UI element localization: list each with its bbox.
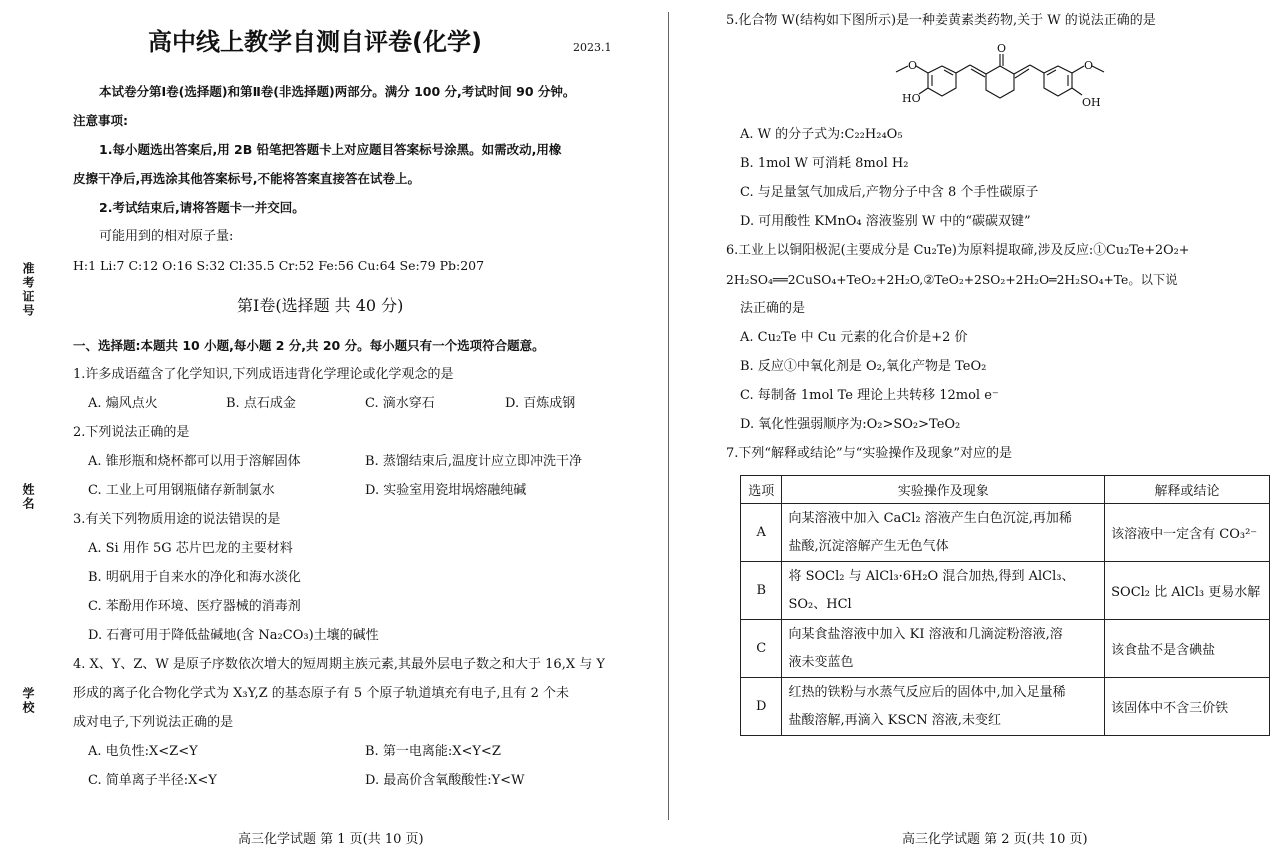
section-instruction: 一、选择题:本题共 10 小题,每小题 2 分,共 20 分。每小题只有一个选项符合题意。 (73, 338, 545, 353)
q6-stem-b: 2H₂SO₄══2CuSO₄+TeO₂+2H₂O,②TeO₂+2SO₂+2H₂O═2H₂SO₄+Te。以下说 (726, 273, 1178, 287)
q5-option-d: D. 可用酸性 KMnO₄ 溶液鉴别 W 中的“碳碳双键” (740, 214, 1031, 229)
row-experiment-line-2: SO₂、HCl (788, 596, 852, 612)
molecule-structure-w (892, 40, 1122, 112)
q6-option-a: A. Cu₂Te 中 Cu 元素的化合价是+2 价 (740, 330, 968, 345)
row-experiment (782, 504, 1105, 562)
side-label-exam-number: 准考证号 (21, 262, 35, 318)
notes-heading: 注意事项: (73, 113, 128, 128)
q1-option-c: C. 滴水穿石 (365, 396, 435, 411)
row-experiment (782, 562, 1105, 620)
row-experiment (782, 678, 1105, 736)
q4-stem-a: 4. X、Y、Z、W 是原子序数依次增大的短周期主族元素,其最外层电子数之和大于 16,X 与 Y (73, 657, 605, 672)
exam-date: 2023.1 (573, 41, 612, 54)
q1-option-d: D. 百炼成钢 (505, 396, 576, 411)
molecule-methoxy-left-label: O (908, 59, 918, 72)
row-experiment-line-2: 液未变蓝色 (788, 654, 854, 670)
table-row (741, 620, 1270, 678)
row-option: C (741, 620, 782, 678)
row-experiment-line-2: 盐酸溶解,再滴入 KSCN 溶液,未变红 (788, 712, 1001, 728)
q2-option-d: D. 实验室用瓷坩埚熔融纯碱 (365, 483, 527, 498)
footer-left: 高三化学试题 第 1 页(共 10 页) (238, 832, 424, 847)
row-experiment-line-1: 将 SOCl₂ 与 AlCl₃·6H₂O 混合加热,得到 AlCl₃、 (788, 568, 1075, 584)
note-1b: 皮擦干净后,再选涂其他答案标号,不能将答案直接答在试卷上。 (73, 171, 420, 186)
table-header-row (741, 476, 1270, 504)
row-conclusion: 该溶液中一定含有 CO₃²⁻ (1105, 504, 1270, 562)
section-title: 第Ⅰ卷(选择题 共 40 分) (237, 296, 404, 315)
q1-option-a: A. 煽风点火 (88, 396, 158, 411)
q2-stem: 2.下列说法正确的是 (73, 425, 190, 440)
table-header-conclusion: 解释或结论 (1105, 476, 1270, 504)
q3-option-b: B. 明矾用于自来水的净化和海水淡化 (88, 570, 301, 585)
footer-right: 高三化学试题 第 2 页(共 10 页) (902, 832, 1088, 847)
row-experiment-line-1: 红热的铁粉与水蒸气反应后的固体中,加入足量稀 (788, 684, 1066, 700)
row-option: A (741, 504, 782, 562)
molecule-methoxy-right-label: O (1084, 59, 1094, 72)
q3-option-a: A. Si 用作 5G 芯片巴龙的主要材料 (88, 541, 293, 556)
atomic-masses: H:1 Li:7 C:12 O:16 S:32 Cl:35.5 Cr:52 Fe:56 Cu:64 Se:79 Pb:207 (73, 258, 485, 273)
table-header-experiment: 实验操作及现象 (782, 476, 1105, 504)
side-label-school: 学校 (21, 687, 35, 715)
note-2: 2.考试结束后,请将答题卡一并交回。 (99, 200, 305, 215)
q1-stem: 1.许多成语蕴含了化学知识,下列成语违背化学理论或化学观念的是 (73, 367, 454, 382)
q4-option-a: A. 电负性:X<Z<Y (88, 744, 198, 759)
row-experiment-line-1: 向某溶液中加入 CaCl₂ 溶液产生白色沉淀,再加稀 (788, 510, 1072, 526)
q7-stem: 7.下列“解释或结论”与“实验操作及现象”对应的是 (726, 446, 1012, 461)
molecule-ketone-label: O (997, 42, 1007, 55)
q6-option-c: C. 每制备 1mol Te 理论上共转移 12mol e⁻ (740, 388, 999, 403)
q3-option-c: C. 苯酚用作环境、医疗器械的消毒剂 (88, 599, 301, 614)
q6-stem-a: 6.工业上以铜阳极泥(主要成分是 Cu₂Te)为原料提取碲,涉及反应:①Cu₂Te+2O₂+ (726, 243, 1190, 258)
q6-stem-c: 法正确的是 (740, 301, 806, 316)
atomic-heading: 可能用到的相对原子量: (99, 229, 234, 244)
table-row (741, 562, 1270, 620)
q2-option-a: A. 锥形瓶和烧杯都可以用于溶解固体 (88, 454, 301, 469)
table-row (741, 504, 1270, 562)
q5-option-b: B. 1mol W 可消耗 8mol H₂ (740, 156, 909, 171)
q6-option-b: B. 反应①中氧化剂是 O₂,氧化产物是 TeO₂ (740, 359, 987, 374)
q2-option-c: C. 工业上可用钢瓶储存新制氯水 (88, 483, 275, 498)
row-option: D (741, 678, 782, 736)
row-experiment (782, 620, 1105, 678)
q2-option-b: B. 蒸馏结束后,温度计应立即冲洗干净 (365, 454, 582, 469)
table-row (741, 678, 1270, 736)
q5-option-a: A. W 的分子式为:C₂₂H₂₄O₅ (740, 127, 903, 142)
q4-stem-c: 成对电子,下列说法正确的是 (73, 715, 234, 730)
row-option: B (741, 562, 782, 620)
q4-option-d: D. 最高价含氧酸酸性:Y<W (365, 773, 525, 788)
side-label-name: 姓名 (21, 483, 35, 511)
q1-option-b: B. 点石成金 (226, 396, 296, 411)
molecule-ho-label: HO (902, 92, 921, 105)
row-conclusion: 该食盐不是含碘盐 (1105, 620, 1270, 678)
table-header-option: 选项 (741, 476, 782, 504)
q7-table (740, 475, 1270, 736)
q4-option-b: B. 第一电离能:X<Y<Z (365, 744, 501, 759)
q3-option-d: D. 石膏可用于降低盐碱地(含 Na₂CO₃)土壤的碱性 (88, 628, 379, 643)
q5-option-c: C. 与足量氢气加成后,产物分子中含 8 个手性碳原子 (740, 185, 1039, 200)
row-experiment-line-2: 盐酸,沉淀溶解产生无色气体 (788, 538, 949, 554)
q6-option-d: D. 氧化性强弱顺序为:O₂>SO₂>TeO₂ (740, 417, 961, 432)
intro-text: 本试卷分第Ⅰ卷(选择题)和第Ⅱ卷(非选择题)两部分。满分 100 分,考试时间 90 分钟。 (99, 84, 576, 99)
q3-stem: 3.有关下列物质用途的说法错误的是 (73, 512, 281, 527)
page-divider (668, 12, 669, 820)
q5-stem: 5.化合物 W(结构如下图所示)是一种姜黄素类药物,关于 W 的说法正确的是 (726, 13, 1156, 28)
molecule-oh-label: OH (1082, 96, 1101, 109)
row-conclusion: 该固体中不含三价铁 (1105, 678, 1270, 736)
row-conclusion: SOCl₂ 比 AlCl₃ 更易水解 (1105, 562, 1270, 620)
page-title: 高中线上教学自测自评卷(化学) (148, 28, 482, 56)
row-experiment-line-1: 向某食盐溶液中加入 KI 溶液和几滴淀粉溶液,溶 (788, 626, 1063, 642)
q4-stem-b: 形成的离子化合物化学式为 X₃Y,Z 的基态原子有 5 个原子轨道填充有电子,且有 2 个未 (73, 686, 570, 701)
note-1a: 1.每小题选出答案后,用 2B 铅笔把答题卡上对应题目答案标号涂黑。如需改动,用橡 (99, 142, 562, 157)
q4-option-c: C. 简单离子半径:X<Y (88, 773, 217, 788)
